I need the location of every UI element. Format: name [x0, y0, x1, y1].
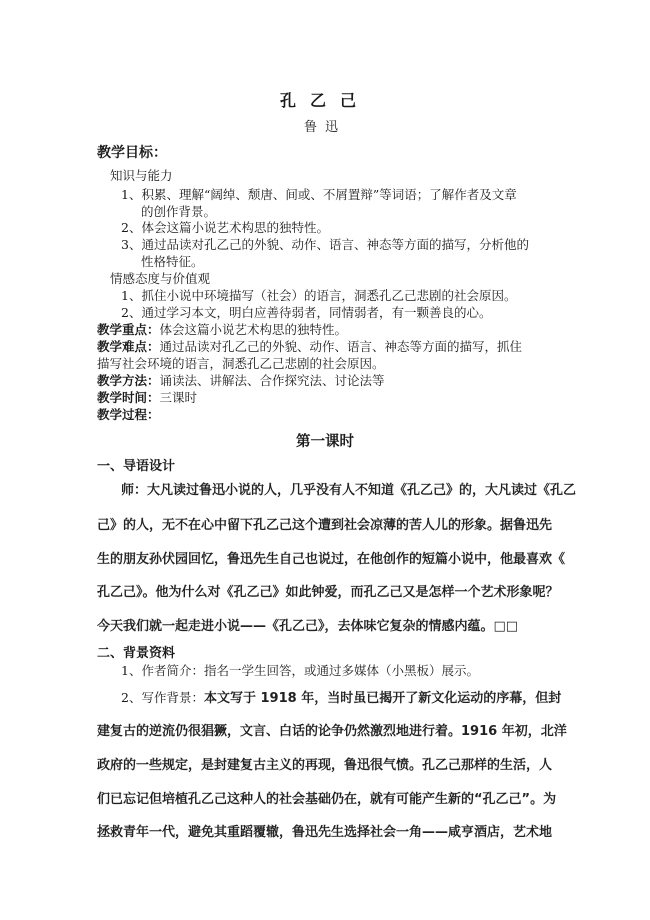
key-point-text: 体会这篇小说艺术构思的独特性。 — [159, 322, 348, 337]
background-label: 2、写作背景： — [121, 690, 204, 705]
ev-item-line: 1、抓住小说中环境描写（社会）的语言，洞悉孔乙己悲剧的社会原因。 — [121, 288, 517, 303]
method-text: 诵读法、讲解法、合作探究法、讨论法等 — [159, 373, 385, 388]
author-intro-item: 1、作者简介：指名一学生回答，或通过多媒体（小黑板）展示。 — [121, 663, 479, 678]
time-label: 教学时间： — [97, 390, 160, 405]
difficulty-label: 教学难点： — [97, 339, 160, 354]
ka-item-line: 3、通过品读对孔乙己的外貌、动作、语言、神态等方面的描写，分析他的 — [121, 237, 529, 252]
difficulty-text-cont: 描写社会环境的语言，洞悉孔乙己悲剧的社会原因。 — [97, 356, 385, 371]
time-row — [97, 388, 197, 406]
intro-line: 孔乙己》。他为什么对《孔乙己》如此钟爱，而孔乙己又是怎样一个艺术形象呢？ — [97, 585, 559, 600]
document-author: 鲁迅 — [303, 120, 346, 135]
key-point-label: 教学重点： — [97, 322, 160, 337]
process-row — [97, 405, 160, 423]
process-label: 教学过程： — [97, 407, 160, 422]
key-point-row — [97, 320, 347, 338]
ev-item-line: 2、通过学习本文，明白应善待弱者，同情弱者，有一颗善良的心。 — [121, 305, 492, 320]
section2-heading: 二、背景资料 — [97, 646, 176, 661]
emotion-values-heading: 情感态度与价值观 — [110, 271, 211, 286]
difficulty-text: 通过品读对孔乙己的外貌、动作、语言、神态等方面的描写，抓住 — [159, 339, 523, 354]
goals-heading: 教学目标： — [97, 145, 167, 161]
ka-item-line: 的创作背景。 — [141, 204, 217, 219]
intro-line: 师：大凡读过鲁迅小说的人，几乎没有人不知道《孔乙己》的，大凡读过《孔乙 — [121, 483, 577, 498]
method-label: 教学方法： — [97, 373, 160, 388]
method-row — [97, 371, 385, 389]
difficulty-row — [97, 337, 522, 355]
intro-line: 生的朋友孙伏园回忆，鲁迅先生自己也说过，在他创作的短篇小说中，他最喜欢《 — [97, 552, 566, 567]
intro-line: 今天我们就一起走进小说——《孔乙己》，去体味它复杂的情感内蕴。□□ — [97, 619, 519, 634]
time-text: 三课时 — [159, 390, 198, 405]
background-text: 本文写于 1918 年，当时虽已揭开了新文化运动的序幕，但封 — [203, 691, 562, 706]
ka-item-line: 性格特征。 — [141, 254, 204, 269]
intro-line: 己》的人，无不在心中留下孔乙己这个遭到社会凉薄的苦人儿的形象。据鲁迅先 — [97, 518, 553, 533]
background-item — [121, 687, 561, 706]
knowledge-ability-heading: 知识与能力 — [110, 168, 173, 183]
background-line: 政府的一些规定，是封建复古主义的再现，鲁迅很气愤。孔乙己那样的生活，人 — [97, 758, 553, 773]
section1-heading: 一、导语设计 — [97, 459, 176, 474]
background-line: 建复古的逆流仍很猖獗，文言、白话的论争仍然激烈地进行着。1916 年初，北洋 — [97, 724, 567, 739]
ka-item-line: 2、体会这篇小说艺术构思的独特性。 — [121, 220, 329, 235]
ka-item-line: 1、积累、理解“阔绰、颓唐、间或、不屑置辩”等词语；了解作者及文章 — [121, 187, 517, 202]
background-line: 拯救青年一代，避免其重蹈覆辙，鲁迅先生选择社会一角——咸亨酒店，艺术地 — [97, 825, 553, 840]
lesson-title: 第一课时 — [296, 434, 354, 450]
document-title: 孔乙己 — [279, 91, 370, 110]
background-line: 们已忘记但培植孔乙己这种人的社会基础仍在，就有可能产生新的“孔乙己”。为 — [97, 792, 557, 807]
